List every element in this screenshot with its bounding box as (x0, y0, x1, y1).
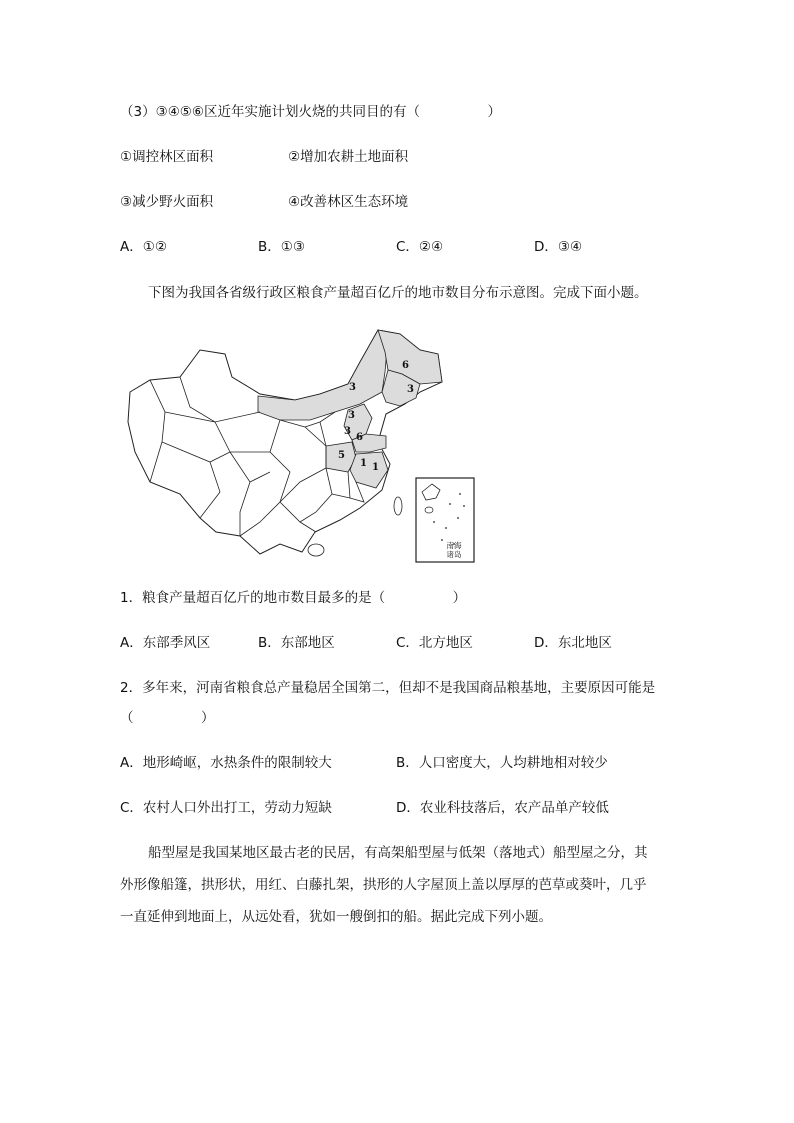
q3-option-a[interactable]: A．①② (120, 239, 167, 255)
q3-option-d[interactable]: D．③④ (534, 239, 583, 255)
q2-option-c[interactable]: C．农村人口外出打工，劳动力短缺 (120, 800, 332, 816)
q3-item-3: ③减少野火面积 (120, 194, 214, 210)
passage-line1: 船型屋是我国某地区最古老的民居，有高架船型屋与低架（落地式）船型屋之分，其 (148, 845, 648, 861)
map-number: 3 (348, 410, 355, 421)
q2-option-a[interactable]: A．地形崎岖，水热条件的限制较大 (120, 755, 332, 771)
q1-option-d[interactable]: D．东北地区 (534, 635, 612, 651)
q1-stem: 1．粮食产量超百亿斤的地市数目最多的是（ ） (120, 590, 467, 606)
map-intro: 下图为我国各省级行政区粮食产量超百亿斤的地市数目分布示意图。完成下面小题。 (148, 285, 648, 301)
q2-stem-line2: （ ） (120, 710, 215, 726)
passage-line2: 外形像船篷，拱形状，用红、白藤扎架，拱形的人字屋顶上盖以厚厚的芭草或葵叶，几乎 (120, 877, 647, 893)
map-number: 3 (344, 426, 351, 437)
q1-option-a[interactable]: A．东部季风区 (120, 635, 211, 651)
q3-option-b[interactable]: B．①③ (258, 239, 305, 255)
south-china-sea-inset (416, 478, 474, 562)
q2-option-d[interactable]: D．农业科技落后，农产品单产较低 (396, 800, 609, 816)
china-grain-map (120, 322, 480, 566)
q1-option-c[interactable]: C．北方地区 (396, 635, 473, 651)
inset-label-line2: 诸岛 (446, 550, 462, 559)
map-number: 3 (407, 384, 414, 395)
q3-item-1: ①调控林区面积 (120, 149, 214, 165)
passage-line3: 一直延伸到地面上，从远处看，犹如一艘倒扣的船。据此完成下列小题。 (120, 909, 552, 925)
q3-option-c[interactable]: C．②④ (396, 239, 444, 255)
map-number: 6 (402, 360, 409, 371)
q3-item-2: ②增加农耕土地面积 (288, 149, 409, 165)
map-number: 1 (372, 462, 379, 473)
q3-stem: （3）③④⑤⑥区近年实施计划火烧的共同目的有（ ） (120, 104, 501, 120)
q1-option-b[interactable]: B．东部地区 (258, 635, 335, 651)
q3-item-4: ④改善林区生态环境 (288, 194, 409, 210)
map-number: 1 (360, 458, 367, 469)
q2-stem-line1: 2．多年来，河南省粮食总产量稳居全国第二，但却不是我国商品粮基地，主要原因可能是 (120, 680, 656, 696)
q2-option-b[interactable]: B．人口密度大，人均耕地相对较少 (396, 755, 608, 771)
hainan-island (308, 544, 324, 556)
map-number: 3 (349, 382, 356, 393)
inset-label-line1: 南海 (446, 541, 462, 550)
taiwan-island (394, 497, 402, 515)
map-number: 6 (356, 432, 363, 443)
map-number: 5 (338, 450, 345, 461)
